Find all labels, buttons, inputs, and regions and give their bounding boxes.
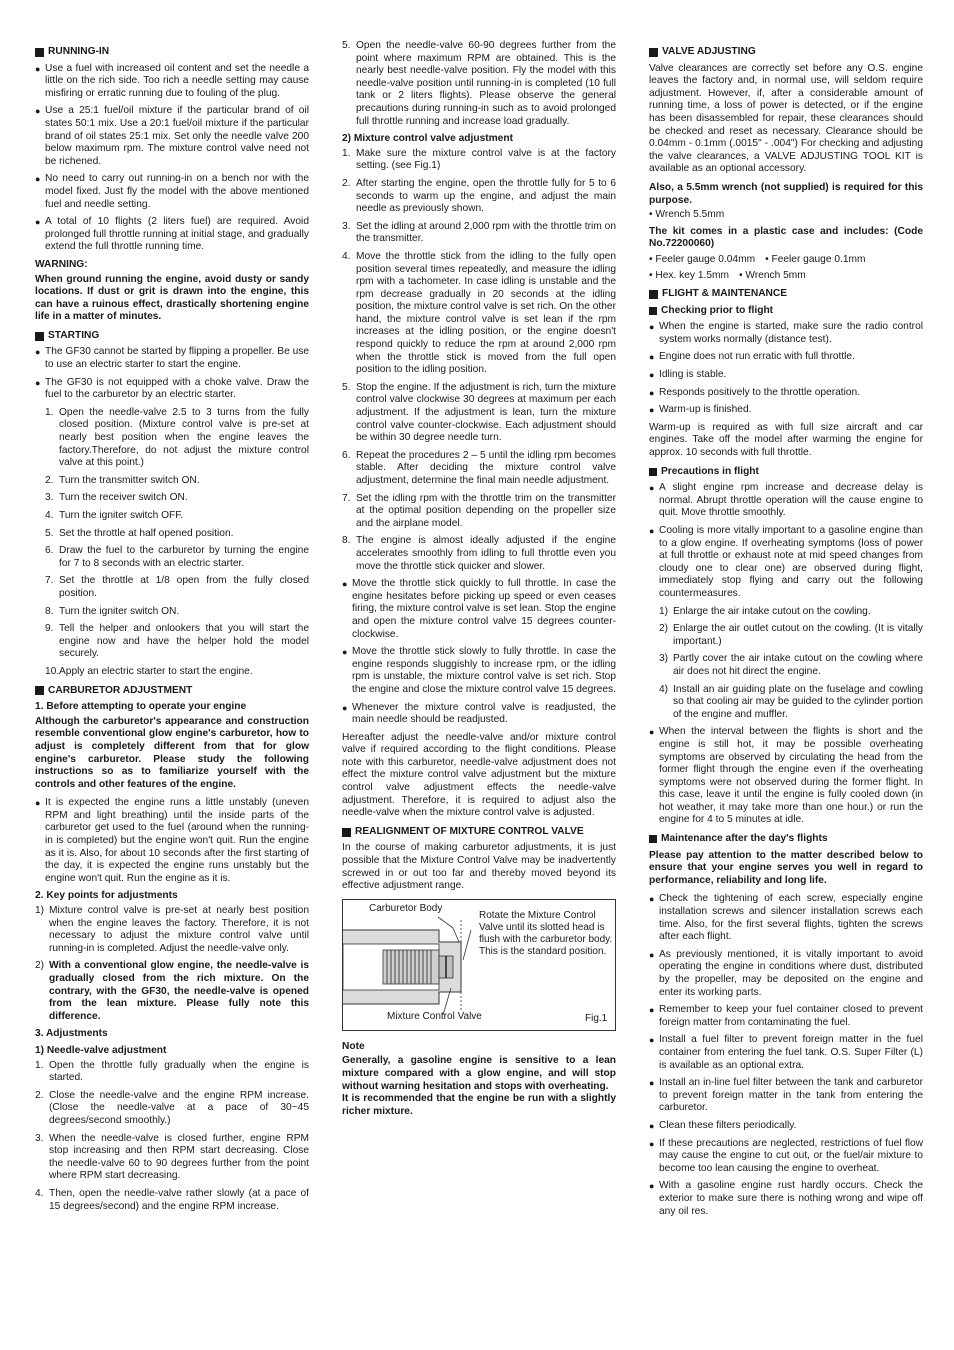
- list-item: ● Whenever the mixture control valve is readjusted, the main needle should be readjusted.: [342, 701, 616, 726]
- kit-items-row: • Feeler gauge 0.04mm • Feeler gauge 0.1mm: [649, 253, 866, 265]
- note-label: Note: [342, 1040, 365, 1052]
- heading-square-icon: [649, 468, 657, 476]
- list-item: 7. Set the idling rpm with the throttle trim on the transmitter at the optimal position depending on the propeller size and the airplane model.: [342, 492, 616, 529]
- list-item: 6. Draw the fuel to the carburetor by turning the engine for 7 to 8 seconds with an electric starter.: [45, 545, 309, 569]
- list-item: ● Warm-up is finished.: [649, 404, 752, 416]
- bullet-icon: ●: [649, 949, 655, 960]
- list-item: ● Move the throttle stick quickly to full throttle. In case the engine hesitates before picking up speed or even ceases firing, the mixture control valve is set lean. Stop the engine and open the mixture control valve 15 degrees counter-clockwise.: [342, 578, 616, 640]
- list-item: 3. Turn the receiver switch ON.: [45, 492, 188, 504]
- subheading: 3. Adjustments: [35, 1028, 108, 1040]
- figure-label: Fig.1: [585, 1012, 608, 1024]
- column-middle: [342, 40, 616, 1124]
- list-item: 6. Repeat the procedures 2 – 5 until the idling rpm becomes stable. After deciding the mixture control valve adjustment, determine the final main needle adjustment.: [342, 449, 616, 486]
- bullet-icon: ●: [649, 1120, 655, 1131]
- heading-square-icon: [649, 835, 657, 843]
- list-item: ● A total of 10 flights (2 liters fuel) are required. Avoid prolonged full throttle running at initial stage, and gradually extend the full throttle running time.: [35, 216, 309, 253]
- maintenance-list: [649, 893, 923, 1218]
- bullet-icon: ●: [649, 1078, 655, 1089]
- heading-square-icon: [35, 686, 44, 695]
- heading-square-icon: [649, 307, 657, 315]
- realignment-heading: REALIGNMENT OF MIXTURE CONTROL VALVE: [342, 826, 616, 839]
- running-in-heading: RUNNING-IN: [35, 46, 309, 59]
- heading-square-icon: [649, 290, 658, 299]
- heading-square-icon: [649, 48, 658, 57]
- bullet-icon: ●: [35, 798, 41, 809]
- carburetor-body-label: Carburetor Body: [369, 902, 443, 914]
- figure-1: [342, 899, 616, 1031]
- checking-list: [649, 321, 923, 417]
- wrench-note: Also, a 5.5mm wrench (not supplied) is required for this purpose.: [649, 181, 923, 206]
- bullet-icon: ●: [35, 63, 41, 74]
- list-item: 10. Apply an electric starter to start the engine.: [45, 665, 253, 677]
- subheading: 1. Before attempting to operate your engine: [35, 701, 247, 713]
- list-item: 5. Stop the engine. If the adjustment is rich, turn the mixture control valve clockwise 30 degrees at maximum per each adjustment. If the adjustment is lean, turn the mixture control valve counter-clockwise. Each adjustment should be within 30 degree needle turn.: [342, 381, 616, 444]
- bullet-icon: ●: [649, 1181, 655, 1192]
- list-item: ● No need to carry out running-in on a bench nor with the model fixed. Just fly the model with the above mentioned fuel and needle setting.: [35, 173, 309, 210]
- list-item: ● The GF30 is not equipped with a choke valve. Draw the fuel to the carburetor by an electric starter.: [35, 376, 309, 401]
- heading-square-icon: [35, 48, 44, 57]
- starting-heading: STARTING: [35, 330, 309, 343]
- bullet-icon: ●: [649, 322, 655, 333]
- mixture-control-steps: [342, 148, 616, 573]
- list-item: ● With a gasoline engine rust hardly occurs. Check the exterior to make sure there is nothing wrong and wipe off any oil res.: [649, 1180, 923, 1217]
- bullet-icon: ●: [649, 1035, 655, 1046]
- note-text: It is recommended that the engine be run with a slightly richer mixture.: [342, 1093, 616, 1117]
- list-item: ● It is expected the engine runs a little unstably (uneven RPM and light breathing) until the inside parts of the carburetor get used to the fuel (around when the running-in is completed) but the engine won't quit. Run the engine as it is. Also, for about 10 seconds after the first starting of the day, it is expected the engine runs unstably but the engine won't quit. Run the engine as it is.: [35, 797, 309, 884]
- list-item: ● As previously mentioned, it is vitally important to avoid operating the engine in conditions where dust, distributed by the propeller, may be deposited on the engine and enter its working parts.: [649, 948, 923, 998]
- list-item: ● Cooling is more vitally important to a gasoline engine than to a glow engine. If overheating symptoms (loss of power at full throttle or exhaust note at mid speed changes from cloudy one to clear one) are observed during flight, immediately stop flying and carry out the following countermeasures.: [649, 525, 923, 599]
- bullet-icon: ●: [649, 387, 655, 398]
- list-item: ● Clean these filters periodically.: [649, 1119, 797, 1131]
- list-item: 1. Open the needle-valve 2.5 to 3 turns from the fully closed position. (Mixture control valve is pre-set at nearly best position when the engine leaves the factory.Therefore, do not adjust the mixture control valve at this point.): [45, 406, 309, 469]
- heading-square-icon: [35, 332, 44, 341]
- flight-maintenance-heading: FLIGHT & MAINTENANCE: [649, 288, 923, 301]
- list-item: ● Install a fuel filter to prevent foreign matter in the fuel container from entering the fuel tank. O.S. Super Filter (L) is available as an optional extra.: [649, 1034, 923, 1071]
- list-item: 9. Tell the helper and onlookers that you will start the engine now and have the helper hold the model securely.: [45, 623, 309, 660]
- subheading: 1) Needle-valve adjustment: [35, 1044, 167, 1056]
- bullet-icon: ●: [35, 217, 41, 228]
- precautions-heading: Precautions in flight: [649, 466, 923, 479]
- warning-label: WARNING:: [35, 258, 88, 270]
- maintenance-bold: Please pay attention to the matter described below to ensure that your engine serves you well in regard to performance, reliability and long life.: [649, 849, 923, 886]
- list-item: ● Install an in-line fuel filter between the tank and carburetor to prevent foreign matter in the tank from entering the carburetor.: [649, 1077, 923, 1114]
- bullet-icon: ●: [649, 1138, 655, 1149]
- list-item: ● Check the tightening of each screw, especially engine installation screws and silencer installation screws each time. Also, for the first several flights, tighten the screws after each flight.: [649, 893, 923, 943]
- bullet-icon: ●: [649, 1005, 655, 1016]
- valve-adjusting-heading: VALVE ADJUSTING: [649, 46, 923, 59]
- mixture-control-valve-label: Mixture Control Valve: [387, 1010, 482, 1022]
- list-item: 8. Turn the igniter switch ON.: [45, 605, 180, 617]
- list-item: ● Use a 25:1 fuel/oil mixture if the particular brand of oil states 50:1 mix. Use a 20:1 fuel/oil mixture if the particular brand of oil states 25:1 mix. Set only the needle valve 200 below maximum rpm. The mixture control valve need not be richened.: [35, 105, 309, 167]
- warmup-paragraph: Warm-up is required as with full size aircraft and car engines. Take off the model after warming the engine for approx. 10 seconds with full throttle.: [649, 421, 923, 459]
- needle-valve-steps: [35, 1060, 309, 1214]
- list-item: 3) Partly cover the air intake cutout on the cowling where air does not hit direct the engine.: [659, 653, 923, 677]
- list-item: 8. The engine is almost ideally adjusted if the engine accelerates smoothly from idling to full throttle even you move the throttle stick quicker and slower.: [342, 535, 616, 572]
- list-item: 2. After starting the engine, open the throttle fully for 5 to 6 seconds to warm up the engine, and adjust the main needle as previously shown.: [342, 177, 616, 215]
- list-item: ● Remember to keep your fuel container closed to prevent foreign matter from contaminating the fuel.: [649, 1004, 923, 1028]
- column-left: [35, 40, 309, 1218]
- list-item: ● If these precautions are neglected, restrictions of fuel flow may cause the engine to cut out, or the fuel/air mixture to become too lean causing the engine to overheat.: [649, 1137, 923, 1174]
- list-item: 5. Set the throttle at half opened position.: [45, 527, 234, 539]
- list-item: 2. Turn the transmitter switch ON.: [45, 474, 200, 486]
- bullet-icon: ●: [342, 647, 348, 658]
- bullet-icon: ●: [35, 174, 41, 185]
- bullet-icon: ●: [35, 377, 41, 388]
- list-item: ● When the engine is started, make sure the radio control system works normally (distance test).: [649, 321, 923, 345]
- bullet-icon: ●: [649, 370, 655, 381]
- list-item: 1) Mixture control valve is pre-set at nearly best position when the engine leaves the factory. Therefore, it is not necessary to adjust the mixture control valve until running-in is completed. Adjust the needle-valve only.: [35, 905, 309, 954]
- carburetor-adjustment-heading: CARBURETOR ADJUSTMENT: [35, 685, 309, 698]
- list-item: 1) Enlarge the air intake cutout on the cowling.: [659, 605, 871, 617]
- bullet-icon: ●: [35, 347, 41, 358]
- note-text: Generally, a gasoline engine is sensitive to a lean mixture compared with a glow engine, and will stop without warning hesitation and stops with overheating.: [342, 1055, 616, 1092]
- heading-square-icon: [342, 828, 351, 837]
- list-item: 1. Open the throttle fully gradually when the engine is started.: [35, 1059, 309, 1084]
- list-item: ● The GF30 cannot be started by flipping a propeller. Be use to use an electric starter to start the engine.: [35, 346, 309, 371]
- bullet-icon: ●: [649, 727, 655, 738]
- bullet-icon: ●: [649, 526, 655, 536]
- bold-paragraph: Although the carburetor's appearance and construction resemble conventional glow engine's carburetor, how to adjust is completely different from that for glow engine's carburetor. Please study the following instructions so as to familiarize yourself with the controls and other features of the engine.: [35, 715, 309, 790]
- list-item: 4. Move the throttle stick from the idling to the fully open position several times repeatedly, and measure the idling rpm with a tachometer. In case idling is unstable and the rpm decrease gradually in 20 seconds at the idling position, the mixture control valve is set rich. On the other hand, the mixture control valve is set lean if the rpm increases at the idling position, or the engine doesn't respond quickly to reduce the rpm at around 2,000 rpm when the throttle stick is moved from the full open position to the idling position.: [342, 250, 616, 376]
- bullet-icon: ●: [35, 106, 41, 117]
- checking-heading: Checking prior to flight: [649, 305, 923, 318]
- realignment-paragraph: In the course of making carburetor adjustments, it is just possible that the Mixture Control Valve may be inadvertently screwed in or out too far and thereby moved beyond its effective adjustment range.: [342, 842, 616, 892]
- list-item: 2. Close the needle-valve and the engine RPM increase. (Close the needle-valve at a pace of 30~45 degrees/second smoothly.): [35, 1089, 309, 1126]
- list-item: 4) Install an air guiding plate on the fuselage and cowling so that cooling air may be guided to the cylinder portion of the engine and muffler.: [659, 683, 923, 720]
- list-item: ● Idling is stable.: [649, 369, 727, 381]
- maintenance-heading: Maintenance after the day's flights: [649, 833, 923, 846]
- list-item: 7. Set the throttle at 1/8 open from the fully closed position.: [45, 575, 309, 599]
- list-item: ● When the interval between the flights is short and the engine is still hot, it may be possible overheating symptoms are observed by circulating the head from the former flight through the engine even if the overheating symptoms were not observed during the former flight. In this case, leave it until the engine is fully cooled down (in hot weather, it may take more than one hour.) or run the engine for 4 to 5 minutes at idle.: [649, 726, 923, 826]
- bullet-icon: ●: [649, 894, 655, 905]
- list-item: 2) With a conventional glow engine, the needle-valve is gradually closed from the rich mixture. On the contrary, with the GF30, the needle-valve is opened from the lean mixture. Please fully note this difference.: [35, 960, 309, 1022]
- list-item: ● Use a fuel with increased oil content and set the needle a little on the rich side. Too rich a needle setting may cause misfiring or erratic running due to fouling of the plug.: [35, 62, 309, 99]
- bullet-icon: ●: [649, 352, 655, 363]
- list-item: 4. Then, open the needle-valve rather slowly (at a pace of 15 degrees/second) and the engine RPM increase.: [35, 1187, 309, 1212]
- bullet-icon: ●: [342, 702, 348, 713]
- wrench-item: • Wrench 5.5mm: [649, 209, 725, 221]
- precaution-steps: [649, 606, 923, 722]
- list-item: ● Responds positively to the throttle operation.: [649, 386, 861, 398]
- column-right: [649, 40, 923, 1223]
- list-item: 4. Turn the igniter switch OFF.: [45, 510, 184, 521]
- hereafter-paragraph: Hereafter adjust the needle-valve and/or mixture control valve if required according to the flight conditions. Please note with this carburetor, needle-valve adjustment does not effect the mixture control valve adjustment but the mixture control valve adjustment effects the needle-valve adjustment. Therefore, it is required to adjust also the needle-valve when the mixture control valve is adjusted.: [342, 731, 616, 819]
- valve-paragraph: Valve clearances are correctly set before any O.S. engine leaves the factory and, in normal use, will seldom require adjustment. However, if, after a considerable amount of running time, a loss of power is detected, or if the engine has been disassembled for repair, these clearances should be checked and reset as necessary. Clearance should be 0.04mm - 0.1mm (.0015" - .004") For checking and adjusting the valve clearances, a VALVE ADJUSTING TOOL KIT is available as an optional accessory.: [649, 62, 923, 175]
- list-item: 3. When the needle-valve is closed further, engine RPM stop increasing and then RPM start decreasing. Close the needle-valve 60 to 90 degrees further from the point where RPM start decreasing.: [35, 1132, 309, 1182]
- subheading: 2) Mixture control valve adjustment: [342, 133, 513, 145]
- list-item: 2) Enlarge the air outlet cutout on the cowling. (It is vitally important.): [659, 623, 923, 647]
- list-item: ● Engine does not run erratic with full throttle.: [649, 351, 855, 363]
- list-item: 1. Make sure the mixture control valve is at the factory setting. (see Fig.1): [342, 147, 616, 172]
- kit-items-row: • Hex. key 1.5mm • Wrench 5mm: [649, 269, 806, 281]
- list-item: ● A slight engine rpm increase and decrease delay is normal. Abrupt throttle operation will the cause engine to quit. Move throttle smoothly.: [649, 482, 923, 519]
- subheading: 2. Key points for adjustments: [35, 890, 178, 902]
- bullet-icon: ●: [649, 483, 655, 494]
- rotate-instruction-label: Rotate the Mixture Control Valve until its slotted head is flush with the carburetor body. This is the standard position.: [479, 909, 613, 957]
- bullet-icon: ●: [649, 405, 655, 416]
- bullet-icon: ●: [342, 579, 348, 590]
- kit-note: The kit comes in a plastic case and includes: (Code No.72200060): [649, 225, 923, 250]
- list-item: ● Move the throttle stick slowly to fully throttle. In case the engine responds sluggishly to increase rpm, or the idling rpm is unstable, the mixture control valve is set rich. Stop the engine and close the mixture control valve 15 degrees.: [342, 646, 616, 695]
- warning-text: When ground running the engine, avoid dusty or sandy locations. If dust or grit is drawn into the engine, this can have a ruinous effect, drastically shortening engine life in a matter of minutes.: [35, 273, 309, 323]
- list-item: 5. Open the needle-valve 60-90 degrees further from the point where maximum RPM are obtained. This is the nearly best needle-valve position. Fly the model with this needle-valve position until running-in is completed (10 full tank or 2 liters flights). Please observe the general precautions during running-in such as to avoid prolonged full throttle running and increase load gradually.: [342, 40, 616, 127]
- list-item: 3. Set the idling at around 2,000 rpm with the throttle trim on the transmitter.: [342, 220, 616, 245]
- starting-steps: [35, 407, 309, 679]
